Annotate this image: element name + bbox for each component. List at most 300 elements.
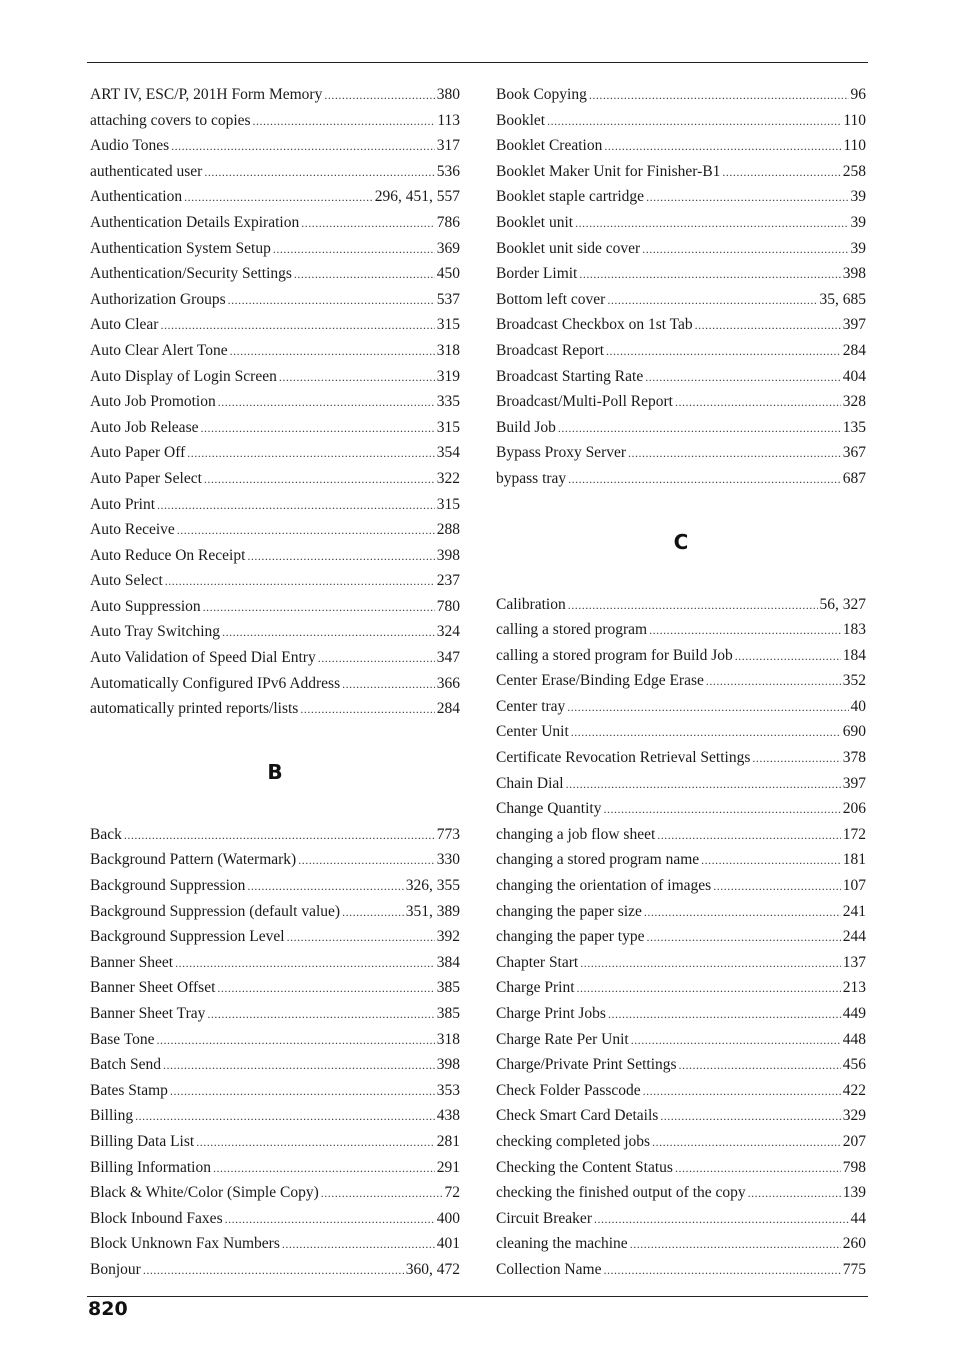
index-term: Circuit Breaker xyxy=(496,1209,592,1227)
dot-leader xyxy=(631,1028,841,1054)
index-page-ref: 385 xyxy=(436,979,460,997)
index-entry xyxy=(90,1155,460,1181)
index-page-ref: 206 xyxy=(842,800,866,818)
index-entry xyxy=(90,312,460,338)
index-page-ref: 330 xyxy=(436,851,460,869)
index-entry xyxy=(90,1206,460,1232)
dot-leader xyxy=(253,109,436,135)
index-entry xyxy=(496,1257,866,1283)
dot-leader xyxy=(135,1104,435,1130)
index-page-ref: 258 xyxy=(842,162,866,180)
dot-leader xyxy=(660,1104,840,1130)
dot-leader xyxy=(604,134,841,160)
index-term: Authentication Details Expiration xyxy=(90,213,300,231)
index-term: Banner Sheet Offset xyxy=(90,979,216,997)
index-page-ref: 786 xyxy=(436,213,460,231)
dot-leader xyxy=(301,211,435,237)
index-term: Center Erase/Binding Edge Erase xyxy=(496,672,704,690)
index-entry xyxy=(496,924,866,950)
dot-leader xyxy=(607,288,817,314)
index-page-ref: 398 xyxy=(436,1056,460,1074)
dot-leader xyxy=(342,900,404,926)
dot-leader xyxy=(644,900,841,926)
index-page-ref: 690 xyxy=(842,723,866,741)
index-term: Charge Rate Per Unit xyxy=(496,1030,629,1048)
index-term: Banner Sheet xyxy=(90,953,174,971)
index-entry xyxy=(496,694,866,720)
index-page-ref: 39 xyxy=(850,213,866,231)
index-page-ref: 404 xyxy=(842,367,866,385)
index-term: automatically printed reports/lists xyxy=(90,700,299,718)
index-entry xyxy=(496,643,866,669)
b-entries-list-right xyxy=(496,82,866,492)
index-term: Book Copying xyxy=(496,86,587,103)
index-term: Auto Job Release xyxy=(90,418,199,436)
dot-leader xyxy=(247,874,403,900)
index-entry xyxy=(90,1231,460,1257)
dot-leader xyxy=(579,262,840,288)
dot-leader xyxy=(203,595,435,621)
index-entry xyxy=(496,415,866,441)
index-term: changing the paper type xyxy=(496,928,645,946)
dot-leader xyxy=(230,339,435,365)
index-entry xyxy=(90,671,460,697)
index-page-ref: 378 xyxy=(842,749,866,767)
index-entry xyxy=(90,184,460,210)
index-page-ref: 35, 685 xyxy=(819,290,866,308)
index-page-ref: 183 xyxy=(842,621,866,639)
index-term: calling a stored program xyxy=(496,621,648,639)
index-term: Broadcast/Multi-Poll Report xyxy=(496,393,673,411)
index-entry xyxy=(496,1027,866,1053)
index-entry xyxy=(496,261,866,287)
index-page-ref: 329 xyxy=(842,1107,866,1125)
index-term: Change Quantity xyxy=(496,800,602,818)
index-entry xyxy=(90,159,460,185)
dot-leader xyxy=(342,672,435,698)
dot-leader xyxy=(706,669,841,695)
dot-leader xyxy=(170,1079,435,1105)
dot-leader xyxy=(567,695,848,721)
dot-leader xyxy=(695,313,841,339)
index-page-ref: 775 xyxy=(842,1260,866,1278)
dot-leader xyxy=(748,1181,841,1207)
index-entry xyxy=(90,236,460,262)
index-entry xyxy=(90,1001,460,1027)
index-term: Booklet unit xyxy=(496,213,574,231)
index-entry xyxy=(90,1129,460,1155)
index-term: Charge Print Jobs xyxy=(496,1005,606,1022)
index-term: Automatically Configured IPv6 Address xyxy=(90,674,341,692)
dot-leader xyxy=(124,823,435,849)
index-entry xyxy=(496,771,866,797)
index-page-ref: 260 xyxy=(842,1235,866,1253)
index-entry xyxy=(496,873,866,899)
dot-leader xyxy=(722,160,840,186)
index-term: Auto Select xyxy=(90,572,163,590)
index-term: Auto Print xyxy=(90,495,156,513)
index-entry xyxy=(90,440,460,466)
dot-leader xyxy=(603,1258,840,1284)
index-term: Banner Sheet Tray xyxy=(90,1005,206,1022)
index-term: Booklet xyxy=(496,111,546,129)
index-page-ref: 72 xyxy=(444,1184,460,1202)
index-term: cleaning the machine xyxy=(496,1235,628,1253)
index-term: Authorization Groups xyxy=(90,290,226,308)
dot-leader xyxy=(279,365,435,391)
index-term: Base Tone xyxy=(90,1030,155,1048)
dot-leader xyxy=(752,746,840,772)
index-entry xyxy=(496,312,866,338)
dot-leader xyxy=(184,185,373,211)
dot-leader xyxy=(324,83,434,109)
index-term: Booklet Creation xyxy=(496,137,603,155)
index-entry xyxy=(496,1001,866,1027)
index-page-ref: 353 xyxy=(436,1081,460,1099)
index-page-ref: 44 xyxy=(850,1209,866,1227)
index-entry xyxy=(496,440,866,466)
index-page-ref: 172 xyxy=(842,825,866,843)
index-entry xyxy=(90,594,460,620)
index-page-ref: 181 xyxy=(842,851,866,869)
index-term: Back xyxy=(90,825,122,843)
index-term: Background Suppression xyxy=(90,877,246,895)
index-entry xyxy=(90,389,460,415)
index-term: changing a stored program name xyxy=(496,851,700,869)
index-page-ref: 110 xyxy=(843,137,866,155)
b-entries-list-left xyxy=(90,822,460,1283)
index-term: checking completed jobs xyxy=(496,1132,651,1150)
dot-leader xyxy=(649,618,841,644)
dot-leader xyxy=(187,441,434,467)
index-page-ref: 318 xyxy=(436,1030,460,1048)
index-term: Batch Send xyxy=(90,1056,162,1074)
dot-leader xyxy=(713,874,841,900)
dot-leader xyxy=(580,951,841,977)
page-number: 820 xyxy=(88,1298,128,1320)
index-term: Broadcast Checkbox on 1st Tab xyxy=(496,316,693,334)
index-column-right xyxy=(496,82,866,1283)
dot-leader xyxy=(294,262,435,288)
dot-leader xyxy=(213,1156,435,1182)
index-term: Black & White/Color (Simple Copy) xyxy=(90,1184,319,1202)
index-term: Chapter Start xyxy=(496,953,579,971)
index-entry xyxy=(496,159,866,185)
index-page-ref: 315 xyxy=(436,495,460,513)
index-entry xyxy=(90,645,460,671)
index-page-ref: 326, 355 xyxy=(405,877,460,895)
dot-leader xyxy=(630,1232,841,1258)
dot-leader xyxy=(204,160,434,186)
index-page-ref: 384 xyxy=(436,953,460,971)
index-entry xyxy=(496,822,866,848)
index-entry xyxy=(496,950,866,976)
index-term: Auto Clear Alert Tone xyxy=(90,341,228,359)
index-entry xyxy=(90,1052,460,1078)
dot-leader xyxy=(157,493,435,519)
dot-leader xyxy=(643,1079,841,1105)
index-page-ref: 328 xyxy=(842,393,866,411)
index-entry xyxy=(496,466,866,492)
dot-leader xyxy=(160,313,434,339)
dot-leader xyxy=(196,1130,435,1156)
index-term: Booklet staple cartridge xyxy=(496,188,645,206)
index-entry xyxy=(496,1206,866,1232)
index-page-ref: 113 xyxy=(437,111,460,129)
index-page-ref: 385 xyxy=(436,1005,460,1022)
index-page-ref: 537 xyxy=(436,290,460,308)
index-entry xyxy=(90,210,460,236)
index-entry xyxy=(496,617,866,643)
section-heading-c: C xyxy=(673,529,689,554)
index-page-ref: 367 xyxy=(842,444,866,462)
dot-leader xyxy=(177,518,435,544)
index-entry xyxy=(90,492,460,518)
index-entry xyxy=(496,389,866,415)
dot-leader xyxy=(163,1053,435,1079)
index-entry xyxy=(496,108,866,134)
dot-leader xyxy=(298,848,435,874)
index-entry xyxy=(496,236,866,262)
index-term: Auto Display of Login Screen xyxy=(90,367,277,385)
index-entry xyxy=(496,745,866,771)
index-entry xyxy=(90,108,460,134)
index-page-ref: 335 xyxy=(436,393,460,411)
index-term: ART IV, ESC/P, 201H Form Memory xyxy=(90,86,323,103)
dot-leader xyxy=(143,1258,404,1284)
index-term: changing the paper size xyxy=(496,902,642,920)
index-entry xyxy=(90,847,460,873)
index-term: Background Suppression Level xyxy=(90,928,285,946)
index-page-ref: 398 xyxy=(436,546,460,564)
index-page-ref: 107 xyxy=(842,877,866,895)
dot-leader xyxy=(558,416,841,442)
index-term: Background Pattern (Watermark) xyxy=(90,851,297,869)
index-term: Billing Data List xyxy=(90,1132,195,1150)
index-term: Border Limit xyxy=(496,265,578,283)
dot-leader xyxy=(566,772,841,798)
index-page-ref: 449 xyxy=(842,1005,866,1022)
index-entry xyxy=(90,1180,460,1206)
index-entry xyxy=(496,364,866,390)
dot-leader xyxy=(228,288,435,314)
index-term: Bypass Proxy Server xyxy=(496,444,627,462)
index-page-ref: 213 xyxy=(842,979,866,997)
index-term: Authentication System Setup xyxy=(90,239,271,257)
index-term: Center Unit xyxy=(496,723,569,741)
index-page-ref: 110 xyxy=(843,111,866,129)
index-entry xyxy=(90,1257,460,1283)
index-page-ref: 56, 327 xyxy=(819,595,866,613)
index-page-ref: 456 xyxy=(842,1056,866,1074)
index-entry xyxy=(90,1078,460,1104)
index-entry xyxy=(496,210,866,236)
index-page-ref: 687 xyxy=(842,469,866,487)
index-page-ref: 315 xyxy=(436,418,460,436)
index-entry xyxy=(90,1103,460,1129)
index-entry xyxy=(90,1027,460,1053)
dot-leader xyxy=(222,620,435,646)
index-entry xyxy=(90,466,460,492)
index-entry xyxy=(496,82,866,108)
index-term: checking the finished output of the copy xyxy=(496,1184,746,1202)
index-term: Collection Name xyxy=(496,1260,602,1278)
index-page-ref: 354 xyxy=(436,444,460,462)
index-term: Check Smart Card Details xyxy=(496,1107,659,1125)
dot-leader xyxy=(282,1232,435,1258)
dot-leader xyxy=(175,951,435,977)
index-page-ref: 397 xyxy=(842,774,866,792)
dot-leader xyxy=(606,339,841,365)
index-term: Broadcast Report xyxy=(496,341,605,359)
index-entry xyxy=(90,517,460,543)
dot-leader xyxy=(675,1156,841,1182)
index-page-ref: 352 xyxy=(842,672,866,690)
index-page-ref: 96 xyxy=(850,86,866,103)
index-page-ref: 400 xyxy=(436,1209,460,1227)
dot-leader xyxy=(225,1207,435,1233)
dot-leader xyxy=(300,697,434,723)
dot-leader xyxy=(571,720,841,746)
index-entry xyxy=(496,1078,866,1104)
index-term: Audio Tones xyxy=(90,137,170,155)
index-term: Auto Paper Select xyxy=(90,469,202,487)
dot-leader xyxy=(589,83,849,109)
index-term: Block Unknown Fax Numbers xyxy=(90,1235,280,1253)
index-term: Charge/Private Print Settings xyxy=(496,1056,677,1074)
index-page-ref: 137 xyxy=(842,953,866,971)
dot-leader xyxy=(200,416,434,442)
index-page-ref: 207 xyxy=(842,1132,866,1150)
index-entry xyxy=(496,184,866,210)
index-entry xyxy=(496,1103,866,1129)
index-term: Check Folder Passcode xyxy=(496,1081,641,1099)
dot-leader xyxy=(608,1002,841,1028)
index-entry xyxy=(496,1155,866,1181)
index-page-ref: 244 xyxy=(842,928,866,946)
index-page-ref: 296, 451, 557 xyxy=(374,188,460,206)
index-term: Authentication xyxy=(90,188,183,206)
dot-leader xyxy=(157,1028,435,1054)
index-page-ref: 324 xyxy=(436,623,460,641)
dot-leader xyxy=(568,467,841,493)
index-entry xyxy=(496,592,866,618)
index-page-ref: 398 xyxy=(842,265,866,283)
index-page-ref: 369 xyxy=(436,239,460,257)
index-column-left xyxy=(90,82,460,1283)
dot-leader xyxy=(165,569,435,595)
index-term: attaching covers to copies xyxy=(90,111,251,129)
index-page-ref: 40 xyxy=(850,697,866,715)
index-term: Auto Receive xyxy=(90,521,175,539)
index-term: Auto Tray Switching xyxy=(90,623,221,641)
dot-leader xyxy=(628,441,841,467)
index-page-ref: 318 xyxy=(436,341,460,359)
dot-leader xyxy=(218,390,435,416)
index-entry xyxy=(90,975,460,1001)
index-page-ref: 380 xyxy=(436,86,460,103)
index-entry xyxy=(90,619,460,645)
index-page-ref: 184 xyxy=(842,646,866,664)
index-entry xyxy=(90,950,460,976)
dot-leader xyxy=(577,976,841,1002)
index-page-ref: 135 xyxy=(842,418,866,436)
index-entry xyxy=(90,364,460,390)
index-term: Broadcast Starting Rate xyxy=(496,367,644,385)
index-entry xyxy=(90,82,460,108)
index-page-ref: 322 xyxy=(436,469,460,487)
index-page-ref: 450 xyxy=(436,265,460,283)
index-term: Booklet Maker Unit for Finisher-B1 xyxy=(496,162,721,180)
index-page-ref: 284 xyxy=(842,341,866,359)
index-page-ref: 281 xyxy=(436,1132,460,1150)
index-term: Auto Suppression xyxy=(90,597,201,615)
index-entry xyxy=(496,1231,866,1257)
index-term: Auto Paper Off xyxy=(90,444,186,462)
index-term: bypass tray xyxy=(496,469,567,487)
index-entry xyxy=(90,287,460,313)
index-entry xyxy=(90,415,460,441)
index-page-ref: 284 xyxy=(436,700,460,718)
index-entry xyxy=(90,133,460,159)
index-term: Build Job xyxy=(496,418,556,436)
index-entry xyxy=(496,1129,866,1155)
dot-leader xyxy=(642,237,848,263)
index-page-ref: 351, 389 xyxy=(405,902,460,920)
index-page-ref: 237 xyxy=(436,572,460,590)
index-page-ref: 397 xyxy=(842,316,866,334)
dot-leader xyxy=(646,925,840,951)
index-entry xyxy=(496,847,866,873)
index-entry xyxy=(496,899,866,925)
index-term: Bottom left cover xyxy=(496,290,606,308)
index-entry xyxy=(90,568,460,594)
dot-leader xyxy=(701,848,841,874)
dot-leader xyxy=(652,1130,841,1156)
index-page-ref: 773 xyxy=(436,825,460,843)
index-page-ref: 360, 472 xyxy=(405,1260,460,1278)
index-term: Booklet unit side cover xyxy=(496,239,641,257)
index-term: Billing xyxy=(90,1107,134,1125)
dot-leader xyxy=(287,925,435,951)
index-term: Auto Job Promotion xyxy=(90,393,216,411)
index-page-ref: 422 xyxy=(842,1081,866,1099)
index-term: Bonjour xyxy=(90,1260,141,1278)
index-term: changing the orientation of images xyxy=(496,877,712,895)
index-entry xyxy=(496,975,866,1001)
index-entry xyxy=(496,1180,866,1206)
dot-leader xyxy=(217,976,434,1002)
index-entry xyxy=(90,261,460,287)
index-term: Charge Print xyxy=(496,979,575,997)
index-entry xyxy=(90,338,460,364)
dot-leader xyxy=(204,467,435,493)
index-entry xyxy=(496,1052,866,1078)
index-entry xyxy=(496,287,866,313)
index-term: Auto Clear xyxy=(90,316,159,334)
dot-leader xyxy=(675,390,841,416)
index-term: Checking the Content Status xyxy=(496,1158,673,1176)
index-term: Background Suppression (default value) xyxy=(90,902,341,920)
index-entry xyxy=(496,668,866,694)
index-term: Auto Reduce On Receipt xyxy=(90,546,246,564)
index-term: calling a stored program for Build Job xyxy=(496,646,733,664)
dot-leader xyxy=(603,797,840,823)
index-entry xyxy=(496,719,866,745)
index-term: Calibration xyxy=(496,595,566,613)
index-page-ref: 392 xyxy=(436,928,460,946)
dot-leader xyxy=(171,134,435,160)
